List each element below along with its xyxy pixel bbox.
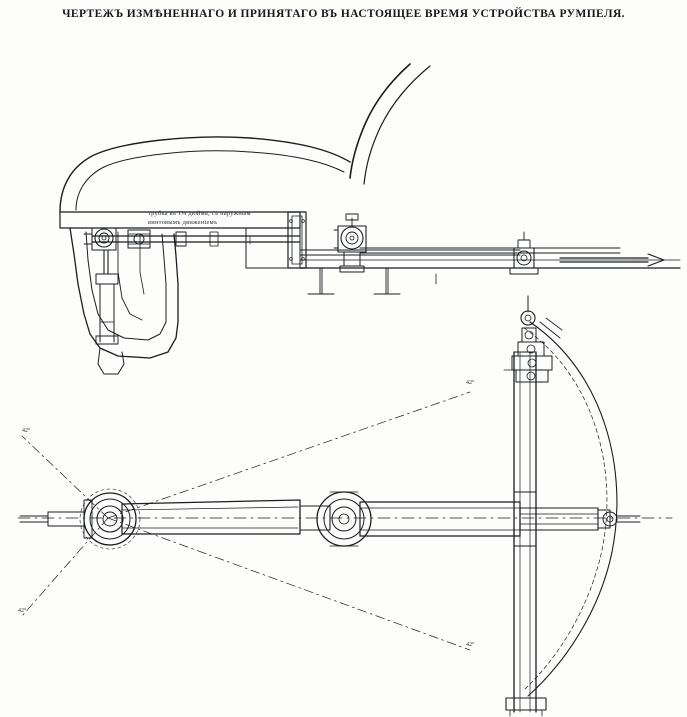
annotation-line-2: винтовымъ движеніемъ bbox=[148, 218, 218, 226]
lower-figure-group bbox=[18, 296, 672, 716]
left-sheave-assembly bbox=[84, 228, 118, 344]
mid-hub bbox=[317, 492, 371, 546]
mid-bearing-block bbox=[128, 230, 150, 248]
angle-label-upper-right: 42° bbox=[466, 380, 475, 386]
angle-label-lower-left: 42° bbox=[18, 608, 27, 614]
worm-drive-assembly bbox=[334, 214, 366, 272]
stock-head-fitting bbox=[504, 296, 562, 382]
page-title: ЧЕРТЕЖЪ ИЗМѢНЕННАГО И ПРИНЯТАГО ВЪ НАСТОЯЩЕЕ ВРЕМЯ УСТРОЙСТВА РУМПЕЛЯ. bbox=[62, 8, 625, 20]
technical-drawing bbox=[0, 22, 687, 717]
drawing-canvas bbox=[0, 22, 687, 717]
annotation-line-1: трубка въ 1¼ дюйма, съ наружным bbox=[148, 210, 251, 217]
right-end-eye bbox=[598, 510, 640, 528]
vertical-rudder-stock bbox=[506, 352, 546, 716]
angle-label-lower-right: 42° bbox=[466, 642, 475, 648]
angle-label-upper-left: 42° bbox=[22, 428, 31, 434]
upper-figure-annotation bbox=[148, 210, 251, 228]
